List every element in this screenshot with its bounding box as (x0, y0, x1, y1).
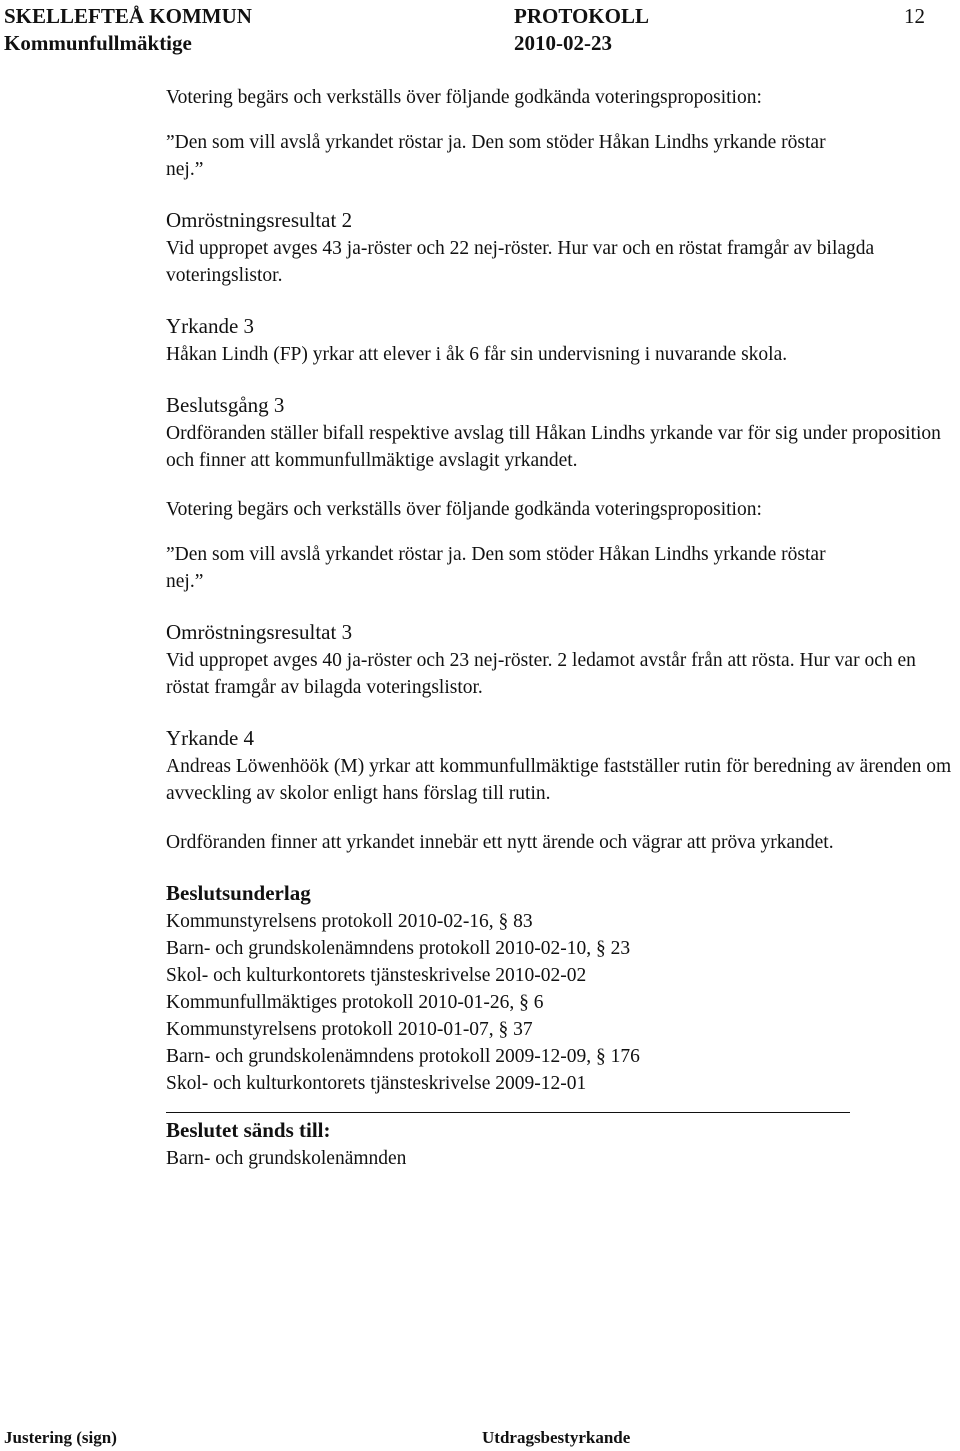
vote-request-3: Votering begärs och verkställs över följande godkända voteringsproposition: (166, 499, 762, 520)
yrkande-3-text: Håkan Lindh (FP) yrkar att elever i åk 6 får sin undervisning i nuvarande skola. (166, 344, 788, 365)
list-item: Skol- och kulturkontorets tjänsteskrivelse 2009-12-01 (166, 1073, 587, 1094)
footer-signature-label: Justering (sign) (4, 1428, 117, 1447)
vote-request-2: Votering begärs och verkställs över följande godkända voteringsproposition: (166, 87, 762, 108)
list-item: Kommunstyrelsens protokoll 2010-02-16, § 83 (166, 911, 533, 932)
beslutsgang-3-text: Ordföranden ställer bifall respektive avslag till Håkan Lindhs yrkande var för sig under proposition och finner att kommunfullmäktige avslagit yrkandet. (166, 423, 941, 471)
protocol-body (166, 84, 956, 1172)
proposition-3-line1: ”Den som vill avslå yrkandet röstar ja. Den som stöder Håkan Lindhs yrkande röstar (166, 544, 826, 565)
beslutsunderlag-list (166, 908, 956, 1097)
list-item: Skol- och kulturkontorets tjänsteskrivelse 2010-02-02 (166, 965, 587, 986)
sent-to-recipient: Barn- och grundskolenämnden (166, 1148, 407, 1169)
beslutsunderlag-heading: Beslutsunderlag (166, 881, 311, 905)
proposition-3-line2: nej.” (166, 571, 204, 592)
list-item: Barn- och grundskolenämndens protokoll 2009-12-09, § 176 (166, 1046, 640, 1067)
yrkande-4-heading: Yrkande 4 (166, 726, 255, 750)
beslutsgang-3-heading: Beslutsgång 3 (166, 393, 285, 417)
page-number: 12 (904, 4, 925, 28)
result-3-heading: Omröstningsresultat 3 (166, 620, 353, 644)
proposition-2-line1: ”Den som vill avslå yrkandet röstar ja. Den som stöder Håkan Lindhs yrkande röstar (166, 132, 826, 153)
list-item: Kommunfullmäktiges protokoll 2010-01-26, § 6 (166, 992, 544, 1013)
list-item: Barn- och grundskolenämndens protokoll 2010-02-10, § 23 (166, 938, 631, 959)
yrkande-3-heading: Yrkande 3 (166, 314, 255, 338)
result-2-text: Vid uppropet avges 43 ja-röster och 22 nej-röster. Hur var och en röstat framgår av bilagda voteringslistor. (166, 238, 875, 286)
header-body: Kommunfullmäktige (4, 31, 192, 55)
footer-extract-label: Utdragsbestyrkande (482, 1428, 631, 1447)
result-2-heading: Omröstningsresultat 2 (166, 208, 353, 232)
header-date: 2010-02-23 (514, 31, 612, 55)
header-doc-type: PROTOKOLL (514, 4, 649, 28)
header-org: SKELLEFTEÅ KOMMUN (4, 4, 252, 28)
result-3-text: Vid uppropet avges 40 ja-röster och 23 nej-röster. 2 ledamot avstår från att rösta. Hur var och en röstat framgår av bilagda voteringslistor. (166, 650, 916, 698)
list-item: Kommunstyrelsens protokoll 2010-01-07, § 37 (166, 1019, 533, 1040)
yrkande-4-text: Andreas Löwenhöök (M) yrkar att kommunfullmäktige fastställer rutin för beredning av ärenden om avveckling av skolor enligt hans förslag till rutin. (166, 756, 952, 804)
chair-finding: Ordföranden finner att yrkandet innebär ett nytt ärende och vägrar att pröva yrkandet. (166, 832, 834, 853)
divider (166, 1111, 850, 1113)
proposition-2-line2: nej.” (166, 159, 204, 180)
sent-to-heading: Beslutet sänds till: (166, 1118, 331, 1142)
